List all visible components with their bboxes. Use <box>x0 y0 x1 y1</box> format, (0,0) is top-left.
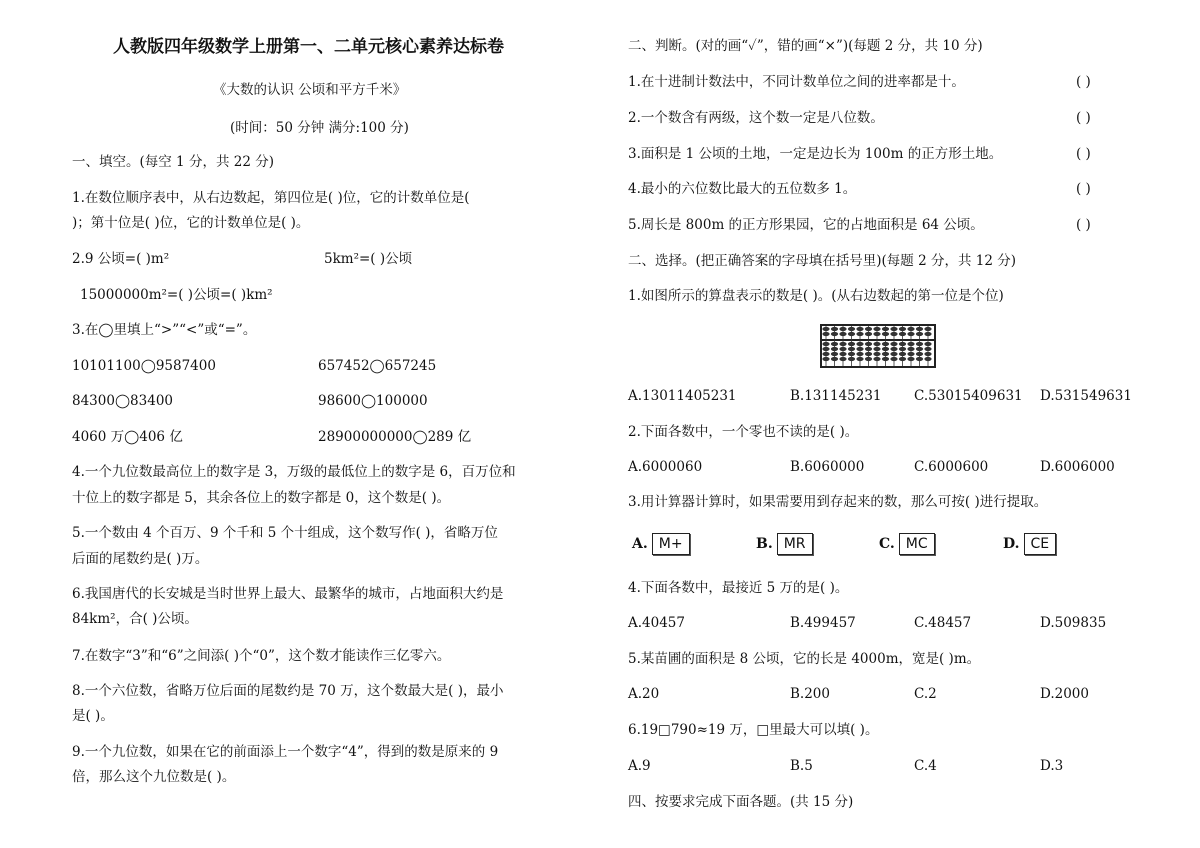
abacus-bead <box>907 352 914 356</box>
choice-q1-option-d[interactable]: D.531549631 <box>1040 388 1132 404</box>
fill-q9-line2: 倍，那么这个九位数是( )。 <box>72 769 236 785</box>
abacus-bead <box>831 327 838 331</box>
fill-q3-r2-b: 98600◯100000 <box>318 393 428 409</box>
abacus-bead <box>848 347 855 351</box>
choice-q5-option-a[interactable]: A.20 <box>628 686 660 702</box>
fill-q3-r1-b: 657452◯657245 <box>318 358 437 374</box>
abacus-bead <box>873 347 880 351</box>
abacus-bead <box>899 357 906 361</box>
fill-q8-line2: 是( )。 <box>72 708 114 724</box>
judge-section-heading: 二、判断。(对的画“✓”，错的画“×”)(每题 2 分，共 10 分) <box>628 38 983 54</box>
choice-q6-option-c[interactable]: C.4 <box>914 758 937 774</box>
abacus-bead <box>856 352 863 356</box>
abacus-bead <box>907 357 914 361</box>
fill-q5-line1: 5.一个数由 4 个百万、9 个千和 5 个十组成，这个数写作( )，省略万位 <box>72 525 498 541</box>
choice-q3-option-c[interactable] <box>879 533 935 555</box>
abacus-bead <box>924 357 931 361</box>
abacus-bead <box>873 327 880 331</box>
abacus-bead <box>822 332 829 336</box>
fill-q9-line1: 9.一个九位数，如果在它的前面添上一个数字“4”，得到的数是原来的 9 <box>72 744 499 760</box>
abacus-bead <box>873 357 880 361</box>
fill-q3-r1-a: 10101100◯9587400 <box>72 358 216 374</box>
fill-q5-line2: 后面的尾数约是( )万。 <box>72 551 209 567</box>
choice-q3-option-b[interactable] <box>756 533 813 555</box>
choice-q6: 6.19□790≈19 万，□里最大可以填( )。 <box>628 722 879 738</box>
abacus-bead <box>831 357 838 361</box>
judge-q5-answer[interactable]: ( ) <box>1076 217 1091 233</box>
abacus-bead <box>865 327 872 331</box>
choice-q1-option-c[interactable]: C.53015409631 <box>914 388 1023 404</box>
choice-q4-option-b[interactable]: B.499457 <box>790 615 856 631</box>
abacus-bead <box>916 352 923 356</box>
choice-q4-option-a[interactable]: A.40457 <box>628 615 685 631</box>
abacus-bead <box>839 352 846 356</box>
abacus-bead <box>831 332 838 336</box>
abacus-bead <box>856 342 863 346</box>
time-info: (时间：50 分钟 满分:100 分) <box>230 120 409 136</box>
abacus-bead <box>924 332 931 336</box>
abacus-bead <box>890 342 897 346</box>
abacus-bead <box>856 357 863 361</box>
fill-q3-title: 3.在◯里填上“>”“<”或“=”。 <box>72 322 257 338</box>
abacus-bead <box>907 327 914 331</box>
judge-q2-answer[interactable]: ( ) <box>1076 110 1091 126</box>
abacus-bead <box>899 347 906 351</box>
unit-subtitle: 《大数的认识 公顷和平方千米》 <box>213 82 407 98</box>
choice-q2-option-a[interactable]: A.6000060 <box>628 459 703 475</box>
abacus-bead <box>890 357 897 361</box>
choice-q5: 5.某苗圃的面积是 8 公顷，它的长是 4000m，宽是( )m。 <box>628 651 981 667</box>
fill-q2-c: 15000000m²=( )公顷=( )km² <box>80 287 273 303</box>
judge-q3-answer[interactable]: ( ) <box>1076 146 1091 162</box>
mr-key-icon: MR <box>777 533 813 555</box>
judge-q1-answer[interactable]: ( ) <box>1076 74 1091 90</box>
abacus-bead <box>822 342 829 346</box>
choice-q1: 1.如图所示的算盘表示的数是( )。(从右边数起的第一位是个位) <box>628 288 1004 304</box>
choice-q2-option-d[interactable]: D.6006000 <box>1040 459 1115 475</box>
fill-q7: 7.在数字“3”和“6”之间添( )个“0”，这个数才能读作三亿零六。 <box>72 648 451 664</box>
abacus-bead <box>839 327 846 331</box>
option-letter: D. <box>1003 536 1020 552</box>
choice-q5-option-b[interactable]: B.200 <box>790 686 830 702</box>
abacus-bead <box>907 342 914 346</box>
abacus-bead <box>907 332 914 336</box>
abacus-bead <box>890 352 897 356</box>
choice-q2-option-b[interactable]: B.6060000 <box>790 459 865 475</box>
abacus-bead <box>822 357 829 361</box>
choice-q3: 3.用计算器计算时，如果需要用到存起来的数，那么可按( )进行提取。 <box>628 494 1048 510</box>
abacus-bead <box>882 352 889 356</box>
abacus-bead <box>839 332 846 336</box>
choice-q3-option-a[interactable] <box>632 533 690 555</box>
abacus-bead <box>882 327 889 331</box>
choice-q5-option-d[interactable]: D.2000 <box>1040 686 1089 702</box>
choice-q4-option-d[interactable]: D.509835 <box>1040 615 1107 631</box>
abacus-bead <box>839 357 846 361</box>
fill-q1-line2: )；第十位是( )位，它的计数单位是( )。 <box>72 215 310 231</box>
fill-q4-line2: 十位上的数字都是 5，其余各位上的数字都是 0，这个数是( )。 <box>72 490 451 506</box>
judge-q5: 5.周长是 800m 的正方形果园，它的占地面积是 64 公顷。 <box>628 217 984 233</box>
fill-q6-line2: 84km²，合( )公顷。 <box>72 611 198 627</box>
fill-q3-r2-a: 84300◯83400 <box>72 393 173 409</box>
choice-q4: 4.下面各数中，最接近 5 万的是( )。 <box>628 580 849 596</box>
abacus-bead <box>831 347 838 351</box>
abacus-bead <box>899 342 906 346</box>
abacus-bead <box>899 332 906 336</box>
abacus-bead <box>916 332 923 336</box>
choice-q1-option-b[interactable]: B.131145231 <box>790 388 882 404</box>
choice-q6-option-d[interactable]: D.3 <box>1040 758 1064 774</box>
abacus-bead <box>873 342 880 346</box>
ce-key-icon: CE <box>1024 533 1057 555</box>
abacus-bead <box>848 342 855 346</box>
abacus-bead <box>890 347 897 351</box>
choice-q6-option-b[interactable]: B.5 <box>790 758 813 774</box>
section4-heading: 四、按要求完成下面各题。(共 15 分) <box>628 794 854 810</box>
choice-q4-option-c[interactable]: C.48457 <box>914 615 972 631</box>
abacus-image <box>820 324 936 368</box>
abacus-bead <box>873 332 880 336</box>
abacus-bead <box>865 332 872 336</box>
abacus-bead <box>856 332 863 336</box>
choice-q3-option-d[interactable] <box>1003 533 1056 555</box>
abacus-bead <box>865 352 872 356</box>
abacus-bead <box>916 342 923 346</box>
fill-q2-a: 2.9 公顷=( )m² <box>72 251 170 267</box>
option-letter: B. <box>756 536 773 552</box>
m-plus-key-icon: M+ <box>652 533 690 555</box>
fill-q3-r3-b: 28900000000◯289 亿 <box>318 429 472 445</box>
abacus-bead <box>873 352 880 356</box>
abacus-bead <box>831 352 838 356</box>
abacus-bead <box>916 347 923 351</box>
judge-q4-answer[interactable]: ( ) <box>1076 181 1091 197</box>
abacus-bead <box>848 357 855 361</box>
abacus-bead <box>822 352 829 356</box>
abacus-bead <box>848 327 855 331</box>
choice-section-heading: 二、选择。(把正确答案的字母填在括号里)(每题 2 分，共 12 分) <box>628 253 1016 269</box>
abacus-bead <box>831 342 838 346</box>
fill-q1-line1: 1.在数位顺序表中，从右边数起，第四位是( )位，它的计数单位是( <box>72 190 470 206</box>
fill-q6-line1: 6.我国唐代的长安城是当时世界上最大、最繁华的城市，占地面积大约是 <box>72 586 504 602</box>
option-letter: A. <box>632 536 648 552</box>
abacus-bead <box>822 347 829 351</box>
abacus-bead <box>882 347 889 351</box>
abacus-bead <box>882 332 889 336</box>
abacus-bead <box>839 347 846 351</box>
abacus-bead <box>907 347 914 351</box>
abacus-bead <box>882 342 889 346</box>
mc-key-icon: MC <box>899 533 935 555</box>
judge-q2: 2.一个数含有两级，这个数一定是八位数。 <box>628 110 884 126</box>
choice-q5-option-c[interactable]: C.2 <box>914 686 937 702</box>
option-letter: C. <box>879 536 895 552</box>
judge-q4: 4.最小的六位数比最大的五位数多 1。 <box>628 181 857 197</box>
judge-q3: 3.面积是 1 公顷的土地，一定是边长为 100m 的正方形土地。 <box>628 146 1003 162</box>
abacus-bead <box>916 327 923 331</box>
abacus-bead <box>839 342 846 346</box>
abacus-bead <box>856 327 863 331</box>
fill-q3-r3-a: 4060 万◯406 亿 <box>72 429 183 445</box>
abacus-bead <box>865 342 872 346</box>
abacus-bead <box>882 357 889 361</box>
abacus-bead <box>848 332 855 336</box>
abacus-bead <box>865 357 872 361</box>
choice-q2: 2.下面各数中，一个零也不读的是( )。 <box>628 424 859 440</box>
choice-q1-option-a[interactable]: A.13011405231 <box>628 388 737 404</box>
abacus-bead <box>890 327 897 331</box>
fill-q8-line1: 8.一个六位数，省略万位后面的尾数约是 70 万，这个数最大是( )，最小 <box>72 683 504 699</box>
page-title: 人教版四年级数学上册第一、二单元核心素养达标卷 <box>113 37 504 57</box>
abacus-bead <box>899 352 906 356</box>
abacus-bead <box>924 352 931 356</box>
abacus-bead <box>822 327 829 331</box>
abacus-bead <box>899 327 906 331</box>
choice-q6-option-a[interactable]: A.9 <box>628 758 651 774</box>
fill-q2-b: 5km²=( )公顷 <box>324 251 413 267</box>
abacus-bead <box>924 342 931 346</box>
choice-q2-option-c[interactable]: C.6000600 <box>914 459 989 475</box>
abacus-bead <box>848 352 855 356</box>
abacus-bead <box>924 347 931 351</box>
abacus-bead <box>856 347 863 351</box>
fill-section-heading: 一、填空。(每空 1 分，共 22 分) <box>72 154 274 170</box>
fill-q4-line1: 4.一个九位数最高位上的数字是 3，万级的最低位上的数字是 6，百万位和 <box>72 464 516 480</box>
abacus-bead <box>916 357 923 361</box>
judge-q1: 1.在十进制计数法中，不同计数单位之间的进率都是十。 <box>628 74 965 90</box>
abacus-bead <box>890 332 897 336</box>
abacus-bead <box>865 347 872 351</box>
abacus-bead <box>924 327 931 331</box>
